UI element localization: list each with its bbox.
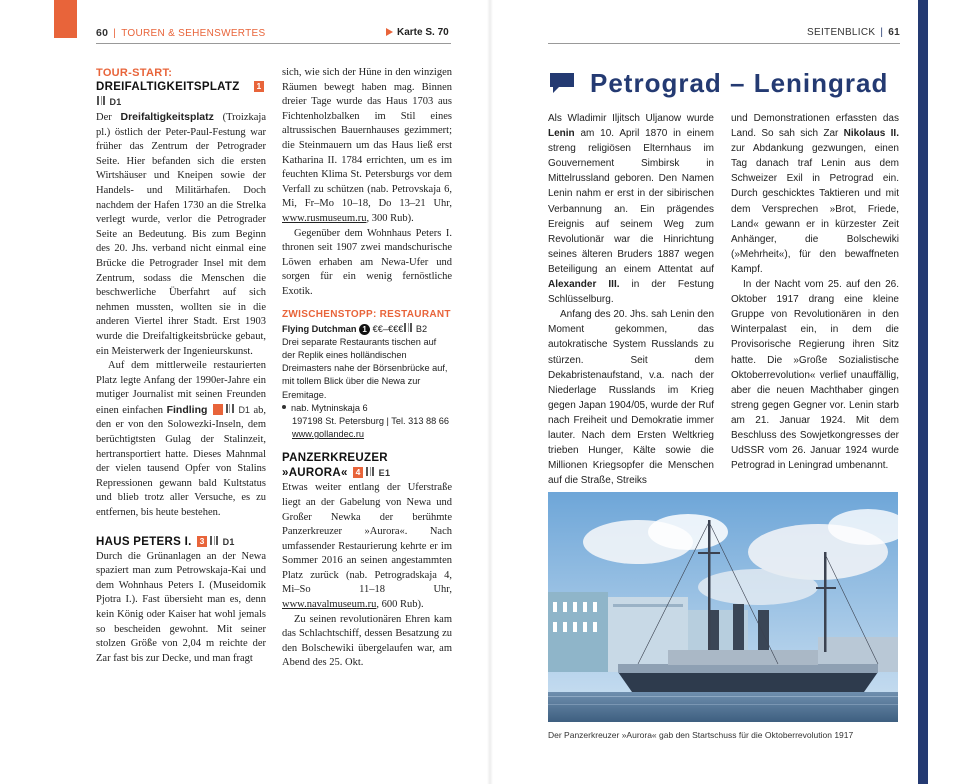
grid-reference: D1 [109, 97, 122, 107]
haus-peters-paragraph-2: Gegenüber dem Wohnhaus Peters I. thronen seit 1907 zwei mandschurische Löwen erhaben am Newa-Ufer und sorgen für ein wenig fernöstliche Exotik. [282, 227, 452, 297]
text-run: am 10. April 1870 in einem streng religiösen Elternhaus im Gouvernement Simbirsk in Mittelrussland geboren. Den Namen Lenin nahm er erst in der sibirischen Verbannung an. Ein prägendes Ereignis auf seinem Weg zum Revolutionär war die Hinrichtung seines älteren Bruders 1887 wegen Beteiligung an einem Attentat auf [548, 128, 714, 275]
map-reference-label: Karte S. 70 [397, 27, 449, 38]
tour-start-title: DREIFALTIGKEITSPLATZ [96, 81, 240, 93]
museum-link[interactable]: www.rusmuseum.ru [282, 212, 367, 224]
restaurant-description: Drei separate Restaurants tischen auf der Replik eines holländischen Dreimasters nahe der Börsenbrücke auf, mit tollem Blick über die Newa zur Eremitage. [282, 336, 448, 400]
left-column-1 [96, 66, 266, 666]
sidebar-paragraph-3 [731, 111, 899, 277]
map-grid-icon [404, 323, 412, 332]
restaurant-link[interactable]: www.gollandec.ru [292, 429, 365, 440]
text-run: Der [96, 112, 121, 123]
aurora-section [282, 451, 452, 671]
tour-start-label: TOUR-START: [96, 67, 173, 79]
section-title-left: TOUREN & SEHENSWERTES [121, 28, 266, 39]
bold-term: Findling [166, 403, 208, 416]
map-grid-icon [210, 536, 218, 545]
haus-peters-title: HAUS PETERS I. [96, 535, 192, 548]
naval-museum-link[interactable]: www.navalmuseum.ru [282, 599, 377, 611]
text-run: , 300 Rub). [366, 212, 414, 224]
page-number-right: 61 [888, 27, 900, 38]
tour-start-heading [96, 80, 266, 110]
sight-number-badge: 1 [254, 81, 264, 92]
sight-number-badge: 4 [353, 467, 363, 478]
bullet-icon [282, 405, 286, 409]
speech-bubble-icon [548, 72, 576, 94]
cruiser-illustration [548, 492, 898, 722]
sight-number-badge [213, 404, 223, 415]
haus-peters-heading [96, 535, 266, 550]
aurora-heading-2 [282, 466, 452, 481]
gutter [487, 0, 493, 784]
header-separator-right: | [880, 27, 884, 38]
address-line-1: nab. Mytninskaja 6 [291, 402, 368, 413]
aurora-title: »AURORA« [282, 467, 348, 480]
section-tab-left [54, 0, 77, 38]
sidebar-paragraph-4: In der Nacht vom 25. auf den 26. Oktober 1917 drang eine kleine Gruppe von Revolutionären in den Winterpalast ein, in dem die Provisorische Regierung ihren Sitz hatte. Die »Große Sozialistische Oktoberrevolution« verlief unauffällig, aber die neuen Machthaber gingen streng gegen Gegner vor. Lenin starb am 21. Januar 1924. Mit dem Beschluss des Sowjetkongresses der UdSSR vom 26. Januar 1924 wurde Petrograd in Leningrad umbenannt. [731, 279, 899, 472]
header-rule-right [548, 43, 900, 44]
text-run: ab, den er von den Solowezki-Inseln, dem berüchtigtsten Gulag der Stalinzeit, hertransportiert hatte. Dieses Mahnmal der vielen tausend Opfer von Stalins Repressionen gewann bald Kultstatus und blieb trotz aller Versuche, es zu entfernen, bis heute bestehen. [96, 404, 267, 519]
text-run: sich, wie sich der Hüne in den winzigen Räumen bewegt haben mag. Binnen dreier Tage wurde das Haus 1703 aus Fichtenholzbalken im Stil eines altrussischen Bauernhauses gezimmert; die Steinmauern um das Haus ließ erst Katharina II. 1784 errichten, um es im feuchten Klima St. Petersburgs vor dem Verfall zu schützen (nab. Petrovskaja 6, Mi, Fr–Mo 10–18, Do 13–21 Uhr, [282, 67, 452, 210]
aurora-paragraph-2: Zu seinen revolutionären Ehren kam das Schlachtschiff, dessen Besatzung zu den Bolschewiki übergelaufen war, am Abend des 25. Okt. [282, 613, 452, 669]
restaurant-number: 1 [359, 324, 370, 335]
text-run: , 600 Rub). [376, 599, 424, 611]
restaurant-address [282, 402, 452, 415]
section-title-right: SEITENBLICK [807, 27, 876, 38]
restaurant-name: Flying Dutchman [282, 323, 357, 334]
text-run: zur Abdankung gezwungen, einen Tag danach traf Lenin aus dem Schweizer Exil in Petrograd ein. Durch geschicktes Taktieren und mit dem Versprechen »Brot, Friede, Land« gewann er in kürzester Zeit Anhänger, die Bolschewiki (»Mehrheit«), für den bewaffneten Kampf. [731, 143, 899, 275]
running-header-right [807, 27, 900, 38]
map-reference[interactable] [386, 27, 449, 38]
running-header-left [96, 27, 265, 39]
haus-peters-paragraph-1-cont [282, 66, 452, 227]
price-range: €€–€€€ [372, 323, 404, 334]
aurora-photo [548, 492, 898, 722]
sidebar-title: Petrograd – Leningrad [590, 68, 889, 98]
text-run: Etwas weiter entlang der Uferstraße liegt an der Gabelung von Newa und Großer Newka der berühmte Panzerkreuzer »Aurora«. Nach umfassender Restaurierung kehrte er im Sommer 2016 an seinen angestammten Platz zurück (nab. Petrogradskaja 4, Mi–So 11–18 Uhr, [282, 482, 452, 596]
grid-reference: E1 [378, 468, 391, 479]
text-run: in der Festung Schlüsselburg. [548, 279, 714, 306]
text-run: Als Wladimir Iljitsch Uljanow wurde [548, 113, 714, 124]
arrow-right-icon [386, 28, 393, 36]
text-run: und Demonstrationen erfassten das Land. So sah sich Zar [731, 113, 899, 140]
map-grid-icon [366, 467, 374, 476]
restaurant-label: ZWISCHENSTOPP: RESTAURANT [282, 308, 451, 320]
grid-reference: D1 [238, 404, 250, 415]
haus-peters-paragraph-1: Durch die Grünanlagen an der Newa spaziert man zum Petrowskaja-Kai und dem Wohnhaus Peters I. (Museidomik Pjotra I.). Fast übersieht man es, denn kein König oder Kaiser hat wohl jemals so bescheiden gewohnt. Mit seiner stolzen Größe von 2,04 m reichte der Zar fast bis zur Decke, und man fragt [96, 550, 266, 664]
text-run: (Troizkaja pl.) östlich der Peter-Paul-Festung war früher das Zentrum der Petrograder Seite. Hier befanden sich die ersten Wirtshäuser und Kneipen sowie der Handels- und Militärhafen. Doch nachdem der Hafen 1730 an die Strelka verlegt wurde, verlor die Petrograder Seite an Bedeutung. Bis zum Beginn des 20. Jhs. verband nicht einmal eine Brücke die Petrograder Insel mit dem Zentrum, sodass die Menschen die beschwerliche Überfahrt auf sich nehmen mussten, wollten sie in die anderen Viertel ihrer Stadt. Erst 1903 wurde die Dreifaltigkeitsbrücke gebaut, ein Meisterwerk der Ingenieurskunst. [96, 112, 266, 357]
bold-term: Lenin [548, 128, 575, 140]
right-column-2 [731, 111, 899, 473]
header-separator: | [113, 28, 117, 39]
map-grid-icon [97, 96, 105, 105]
sidebar-paragraph-1 [548, 111, 714, 307]
restaurant-name-line [282, 323, 452, 336]
tour-start-paragraph-1 [96, 110, 266, 359]
header-rule-left [96, 43, 451, 44]
page-number-left: 60 [96, 27, 109, 39]
tour-start-paragraph-2 [96, 359, 266, 521]
sight-number-badge: 3 [197, 536, 207, 547]
aurora-heading-1: PANZERKREUZER [282, 452, 388, 465]
left-column-2 [282, 66, 452, 671]
text-run: Auf dem mittlerweile restaurierten Platz legte Anfang der 1990er-Jahre ein mutiger Journalist mit seinen Freunden einen einfachen [96, 360, 266, 416]
sidebar-paragraph-2: Anfang des 20. Jhs. sah Lenin den Moment gekommen, das autokratische System Russlands zu stürzen. Seit dem Dekabristenaufstand, v.a. nach der Niederlage Russlands im Krieg gegen Japan 1904/05, wurde der Ruf nach Freiheit und Demokratie immer lauter. Nach dem Ersten Weltkrieg trieben Hunger, Kälte sowie die Millionen Kriegsopfer die Menschen auf die Straße, Streiks [548, 309, 715, 487]
bold-term: Nikolaus II. [843, 128, 899, 140]
aurora-paragraph-1 [282, 481, 452, 612]
bold-term: Alexander III. [548, 279, 620, 291]
restaurant-box [282, 308, 452, 442]
grid-reference: B2 [415, 323, 428, 334]
restaurant-address-2: 197198 St. Petersburg | Tel. 313 88 66 [292, 415, 449, 426]
right-column-1 [548, 111, 714, 488]
bold-term: Dreifaltigkeitsplatz [120, 111, 214, 123]
photo-caption: Der Panzerkreuzer »Aurora« gab den Startschuss für die Oktoberrevolution 1917 [548, 730, 854, 740]
grid-reference: D1 [222, 536, 235, 547]
map-grid-icon [226, 404, 234, 413]
section-tab-right [918, 0, 928, 784]
